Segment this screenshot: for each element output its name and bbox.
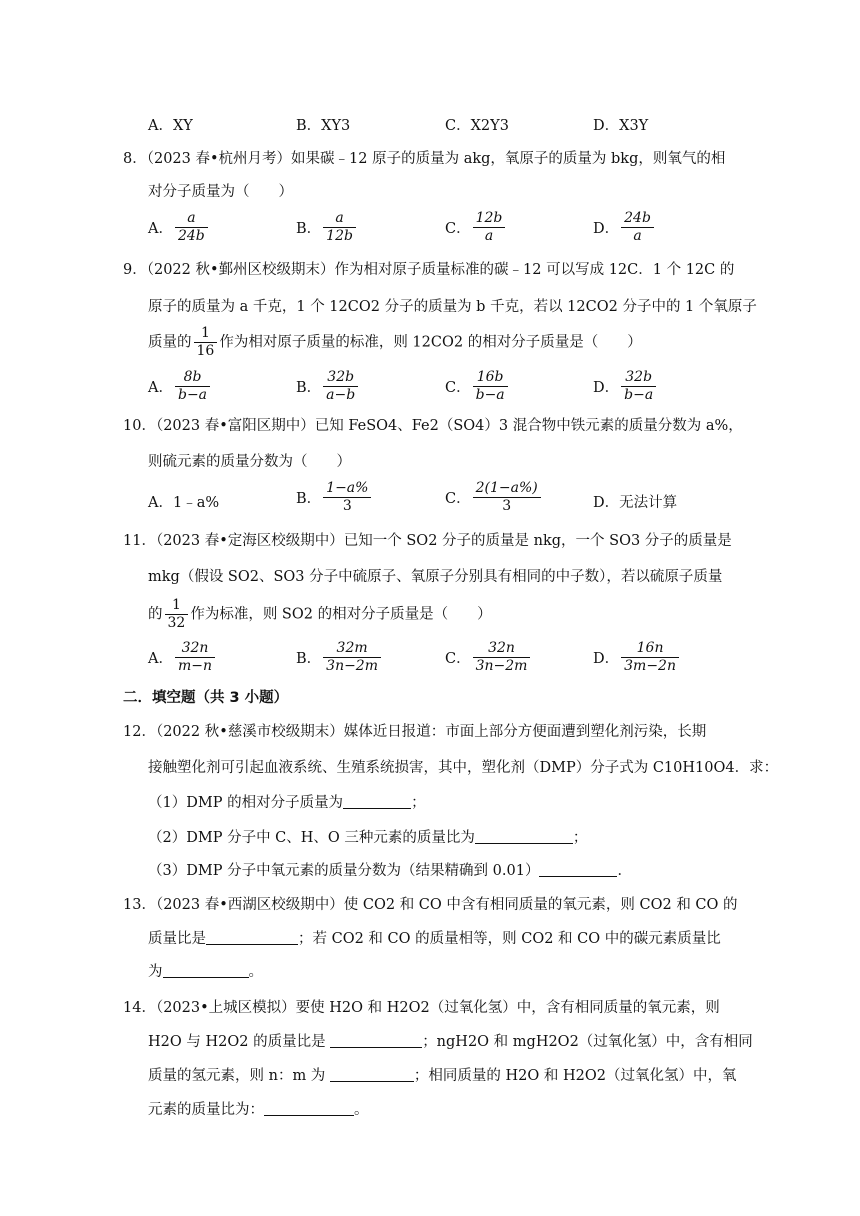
q9-option-c-fraction — [473, 369, 508, 404]
q9-option-a-label: A． — [148, 380, 173, 396]
q13-line3-pre: 为 — [148, 964, 163, 980]
q8-option-b-den: 12b — [326, 228, 353, 244]
q11-stem-line2: mkg（假设 SO2、SO3 分子中硫原子、氧原子分别具有相同的中子数），若以硫原子质量 — [148, 569, 723, 585]
q10-option-b-den: 3 — [342, 498, 352, 514]
q12-answer-blank-1[interactable] — [343, 794, 411, 809]
q9-option-c — [445, 369, 510, 404]
q10-option-c-den: 3 — [502, 498, 512, 514]
q14-line3-post: ；相同质量的 H2O 和 H2O2（过氧化氢）中，氧 — [413, 1068, 737, 1084]
q9-option-a — [148, 369, 212, 404]
q11-option-b-den: 3n−2m — [326, 658, 378, 674]
q10-option-b — [296, 480, 373, 515]
q11-option-a-label: A． — [148, 651, 173, 667]
q12-sub1 — [148, 791, 426, 812]
section-heading-fill-in: 二．填空题（共 3 小题） — [123, 690, 289, 706]
q14-stem-line2 — [148, 1030, 753, 1051]
q7-option-a: A．XY — [148, 118, 193, 134]
q11-line3-pre: 的 — [148, 606, 163, 623]
q8-option-a-den: 24b — [177, 228, 205, 244]
q9-option-b-num: 32b — [323, 369, 358, 387]
q13-stem-line1: 13．（2023 春•西湖区校级期中）使 CO2 和 CO 中含有相同质量的氧元素，则 CO2 和 CO 的 — [123, 897, 738, 913]
q13-line2-pre: 质量比是 — [148, 931, 206, 947]
q14-stem-line4 — [148, 1098, 369, 1119]
q9-option-d — [593, 369, 658, 404]
q12-sub3 — [148, 859, 632, 880]
q9-option-b-fraction — [323, 369, 358, 404]
q9-fraction-den: 16 — [196, 343, 215, 359]
q13-answer-blank-2[interactable] — [163, 963, 249, 978]
q9-stem-line1: 9．（2022 秋•鄞州区校级期末）作为相对原子质量标准的碳﹣12 可以写成 12C．1 个 12C 的 — [123, 262, 735, 278]
q7-option-b: B．XY3 — [296, 118, 351, 134]
q11-stem-line1: 11．（2023 春•定海区校级期中）已知一个 SO2 分子的质量是 nkg，一个 SO3 分子的质量是 — [123, 533, 732, 549]
q8-option-c-num: 12b — [473, 210, 506, 228]
q8-stem-line1: 8．（2023 春•杭州月考）如果碳﹣12 原子的质量为 akg，氧原子的质量为 bkg，则氧气的相 — [123, 151, 726, 167]
q11-option-b-num: 32m — [323, 640, 381, 658]
q9-option-a-num: 8b — [175, 369, 210, 387]
q11-option-a — [148, 640, 217, 675]
q10-option-c-label: C． — [445, 491, 471, 507]
q9-option-d-num: 32b — [621, 369, 656, 387]
q8-option-d-fraction — [621, 210, 654, 245]
q11-option-b-fraction — [323, 640, 381, 675]
q8-option-a-fraction — [175, 210, 208, 245]
q11-option-d — [593, 640, 681, 675]
q8-option-c-den: a — [484, 228, 494, 244]
q11-option-d-label: D． — [593, 651, 620, 667]
q14-line3-pre: 质量的氢元素，则 n：m 为 — [148, 1068, 326, 1084]
q14-answer-blank-2[interactable] — [330, 1067, 414, 1082]
q8-option-b — [296, 210, 358, 245]
q11-option-b-label: B． — [296, 651, 322, 667]
q11-fraction-num: 1 — [165, 597, 189, 615]
q9-option-c-den: b−a — [475, 387, 505, 403]
q10-option-c-fraction — [473, 480, 541, 515]
q11-stem-line3 — [148, 597, 492, 632]
q14-stem-line3 — [148, 1064, 737, 1085]
q14-answer-blank-3[interactable] — [264, 1101, 354, 1116]
q9-stem-line2: 原子的质量为 a 千克，1 个 12CO2 分子的质量为 b 千克，若以 12CO2 分子中的 1 个氧原子 — [148, 299, 757, 315]
q12-sub3-end: ． — [617, 863, 632, 879]
q8-option-a — [148, 210, 210, 245]
q8-option-b-label: B． — [296, 221, 322, 237]
q9-option-d-label: D． — [593, 380, 620, 396]
q8-option-a-num: a — [175, 210, 208, 228]
q8-option-c-fraction — [473, 210, 506, 245]
q12-sub2-end: ； — [572, 830, 588, 846]
q8-option-d — [593, 210, 656, 245]
q9-fraction-num: 1 — [194, 325, 218, 343]
q9-option-b-label: B． — [296, 380, 322, 396]
q9-fraction — [194, 325, 218, 360]
q10-stem-line1: 10．（2023 春•富阳区期中）已知 FeSO4、Fe2（SO4）3 混合物中铁元素的质量分数为 a%， — [123, 418, 743, 434]
q8-option-b-num: a — [323, 210, 356, 228]
q12-sub3-text: （3）DMP 分子中氧元素的质量分数为（结果精确到 0.01） — [148, 863, 540, 879]
q13-stem-line3 — [148, 960, 263, 981]
q12-sub2 — [148, 826, 587, 847]
q9-option-c-num: 16b — [473, 369, 508, 387]
q14-stem-line1: 14．（2023•上城区模拟）要使 H2O 和 H2O2（过氧化氢）中，含有相同质量的氧元素，则 — [123, 1000, 720, 1016]
q8-option-d-den: a — [633, 228, 642, 244]
q9-option-b — [296, 369, 360, 404]
q11-line3-post: 作为标准，则 SO2 的相对分子质量是（ ） — [190, 606, 492, 623]
q9-option-d-den: b−a — [624, 387, 654, 403]
q13-line3-post: 。 — [248, 964, 263, 980]
q13-answer-blank-1[interactable] — [206, 930, 298, 945]
q9-option-c-label: C． — [445, 380, 471, 396]
q12-sub2-text: （2）DMP 分子中 C、H、O 三种元素的质量比为 — [148, 830, 475, 846]
q11-option-c-label: C． — [445, 651, 471, 667]
q10-option-b-fraction — [323, 480, 371, 515]
q14-line4-pre: 元素的质量比为： — [148, 1102, 264, 1118]
q10-option-c-num: 2(1−a%) — [473, 480, 541, 498]
q8-option-c-label: C． — [445, 221, 471, 237]
q10-option-a: A．1﹣a% — [148, 495, 220, 511]
q8-option-a-label: A． — [148, 221, 173, 237]
q9-option-a-den: b−a — [177, 387, 208, 403]
q13-stem-line2 — [148, 927, 721, 948]
q11-option-d-fraction — [621, 640, 679, 675]
q11-option-a-num: 32n — [175, 640, 215, 658]
q11-fraction — [165, 597, 189, 632]
q7-option-c: C．X2Y3 — [445, 118, 509, 134]
q14-line2-post: ；ngH2O 和 mgH2O2（过氧化氢）中，含有相同 — [422, 1034, 753, 1050]
q8-option-b-fraction — [323, 210, 356, 245]
q11-option-a-fraction — [175, 640, 215, 675]
q11-fraction-den: 32 — [167, 615, 186, 631]
q13-line2-post: ；若 CO2 和 CO 的质量相等，则 CO2 和 CO 中的碳元素质量比 — [298, 931, 721, 947]
q12-stem-line1: 12．（2022 秋•慈溪市校级期末）媒体近日报道：市面上部分方便面遭到塑化剂污染，长期 — [123, 724, 707, 740]
q7-option-d: D．X3Y — [593, 118, 649, 134]
q9-option-d-fraction — [621, 369, 656, 404]
q10-option-c — [445, 480, 543, 515]
q14-answer-blank-1[interactable] — [330, 1033, 422, 1048]
q8-option-d-label: D． — [593, 221, 620, 237]
q12-sub1-end: ； — [411, 795, 426, 811]
q8-option-c — [445, 210, 507, 245]
q12-answer-blank-2[interactable] — [475, 829, 573, 844]
q10-option-b-label: B． — [296, 491, 322, 507]
q10-stem-line2: 则硫元素的质量分数为（ ） — [148, 454, 351, 470]
q11-option-a-den: m−n — [177, 658, 213, 674]
q11-option-c — [445, 640, 532, 675]
q8-stem-line2: 对分子质量为（ ） — [148, 184, 293, 200]
q11-option-d-den: 3m−2n — [624, 658, 676, 674]
q8-option-d-num: 24b — [621, 210, 654, 228]
q9-line3-post: 作为相对原子质量的标准，则 12CO2 的相对分子质量是（ ） — [219, 334, 642, 351]
q12-answer-blank-3[interactable] — [539, 862, 617, 877]
q11-option-c-fraction — [473, 640, 531, 675]
q11-option-d-num: 16n — [621, 640, 679, 658]
q11-option-c-num: 32n — [473, 640, 531, 658]
q9-option-a-fraction — [175, 369, 210, 404]
q9-option-b-den: a−b — [326, 387, 356, 403]
q11-option-b — [296, 640, 383, 675]
q9-line3-pre: 质量的 — [148, 334, 192, 351]
q14-line4-post: 。 — [354, 1102, 369, 1118]
q10-option-d: D．无法计算 — [593, 495, 678, 511]
q12-sub1-text: （1）DMP 的相对分子质量为 — [148, 795, 344, 811]
q12-stem-line2: 接触塑化剂可引起血液系统、生殖系统损害，其中，塑化剂（DMP）分子式为 C10H10O4．求： — [148, 760, 779, 776]
q10-option-b-num: 1−a% — [323, 480, 371, 498]
q11-option-c-den: 3n−2m — [475, 658, 528, 674]
q14-line2-pre: H2O 与 H2O2 的质量比是 — [148, 1034, 326, 1050]
q9-stem-line3 — [148, 325, 642, 360]
